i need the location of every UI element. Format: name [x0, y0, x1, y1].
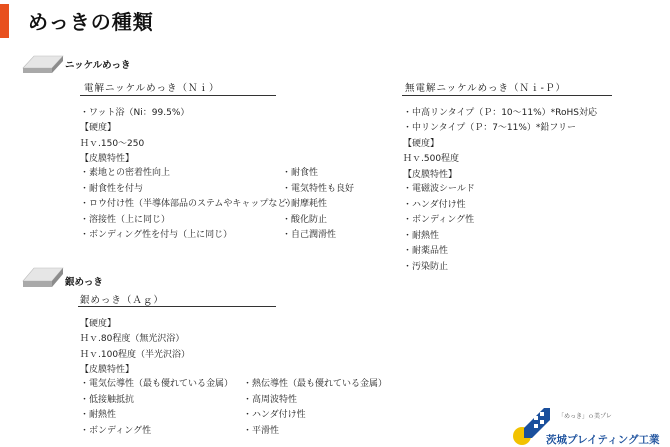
list-item: ・ハンダ付け性 [403, 199, 466, 210]
list-item: ・電気伝導性（最も優れている金属） [80, 379, 234, 389]
list-item: ・耐食性 [282, 168, 319, 178]
list-item: ・耐熱性 [80, 410, 117, 421]
list-item: ・熱伝導性（最も優れている金属） [243, 379, 388, 389]
hardness-value: Ｈｖ.100程度（半光沢浴） [80, 350, 191, 360]
properties-label: 【皮膜特性】 [80, 154, 135, 164]
bath-type: ・ワット浴（Ni：99.5%） [80, 108, 190, 118]
list-item: ・酸化防止 [282, 214, 328, 225]
type-item: ・中高リンタイプ（Ｐ：10～11%）*RoHS対応 [403, 108, 597, 118]
list-item: ・低接触抵抗 [80, 394, 135, 405]
list-item: ・汚染防止 [403, 261, 449, 272]
list-item: ・耐摩耗性 [282, 199, 328, 210]
electrolytic-properties-list [80, 166, 295, 244]
list-item: ・ハンダ付け性 [243, 410, 306, 421]
list-item: ・自己潤滑性 [282, 230, 337, 241]
hardness-label: 【硬度】 [80, 319, 117, 329]
slab-icon [20, 54, 64, 76]
list-item: ・耐食性を付与 [80, 183, 144, 194]
hardness-value: Ｈｖ.150～250 [80, 139, 145, 149]
list-item: ・ボンディング性 [403, 215, 475, 226]
properties-label: 【皮膜特性】 [80, 365, 135, 375]
list-item: ・溶接性（上に同じ） [80, 214, 171, 225]
hardness-label: 【硬度】 [403, 139, 440, 149]
list-item: ・耐薬品性 [403, 246, 449, 257]
properties-label: 【皮膜特性】 [403, 170, 458, 180]
title-underline [80, 95, 276, 96]
type-item: ・中リンタイプ（Ｐ：7～11%）*鉛フリー [403, 123, 577, 133]
silver-properties-list [80, 377, 233, 439]
title-underline [78, 306, 276, 307]
slab-icon [20, 266, 64, 290]
list-item: ・ボンディング性 [80, 425, 152, 436]
nickel-heading: ニッケルめっき [65, 60, 131, 71]
list-item: ・素地との密着性向上 [80, 168, 171, 178]
list-item: ・耐熱性 [403, 230, 440, 241]
hardness-value: Ｈｖ.80程度（無光沢浴） [80, 334, 185, 344]
logo-tagline: 「めっき」ｏ美プレ [558, 413, 612, 420]
list-item: ・高周波特性 [243, 394, 298, 405]
electroless-nickel-title: 無電解ニッケルめっき（Ｎｉ-Ｐ） [405, 83, 566, 94]
electrolytic-nickel-title: 電解ニッケルめっき（Ｎｉ） [84, 83, 220, 94]
silver-properties-list-2 [243, 377, 387, 439]
hardness-value: Ｈｖ.500程度 [403, 154, 460, 164]
title-underline [402, 95, 612, 96]
list-item: ・電磁波シールド [403, 184, 475, 194]
silver-title: 銀めっき（Ａｇ） [80, 295, 164, 306]
title-accent-bar [0, 4, 9, 38]
silver-heading: 銀めっき [65, 277, 103, 288]
page-title: めっきの種類 [28, 10, 154, 34]
list-item: ・ボンディング性を付与（上に同じ） [80, 230, 233, 241]
list-item: ・平滑性 [243, 425, 280, 436]
list-item: ・ロウ付け性（半導体部品のステムやキャップなど） [80, 199, 296, 210]
company-name: 茨城プレイティング工業 [546, 434, 660, 446]
electrolytic-properties-list-2 [282, 166, 354, 244]
list-item: ・電気特性も良好 [282, 183, 355, 194]
electroless-properties-list [403, 182, 475, 276]
hardness-label: 【硬度】 [80, 123, 117, 133]
